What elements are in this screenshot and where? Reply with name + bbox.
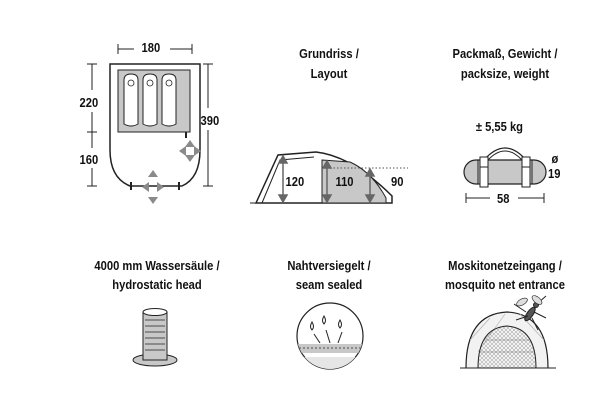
pack-diameter-label: 19	[548, 166, 561, 181]
layout-title-de: Grundriss /	[299, 46, 359, 61]
pack-weight-label: ± 5,55 kg	[475, 119, 524, 134]
layout-height-back-label: 90	[391, 174, 404, 189]
mosquito-title-de: Moskitonetzeingang /	[448, 258, 562, 273]
seams-title-en: seam sealed	[295, 277, 363, 292]
pack-title-de: Packmaß, Gewicht /	[452, 46, 558, 61]
seams-title-de: Nahtversiegelt /	[287, 258, 371, 273]
pack-length-label: 58	[497, 191, 510, 206]
layout-title-en: Layout	[310, 66, 348, 81]
floorplan-total-length-label: 390	[200, 113, 220, 128]
floorplan-vestibule-length-label: 160	[79, 152, 99, 167]
water-title-de: 4000 mm Wassersäule /	[94, 258, 220, 273]
layout-height-outer-label: 120	[285, 174, 305, 189]
floorplan-width-label: 180	[141, 40, 161, 55]
floorplan-inner-length-label: 220	[79, 95, 99, 110]
pack-title-en: packsize, weight	[460, 66, 550, 81]
pack-diameter-symbol: ø	[551, 151, 559, 166]
water-title-en: hydrostatic head	[112, 277, 202, 292]
layout-height-inner-label: 110	[335, 174, 354, 189]
mosquito-title-en: mosquito net entrance	[445, 277, 565, 292]
